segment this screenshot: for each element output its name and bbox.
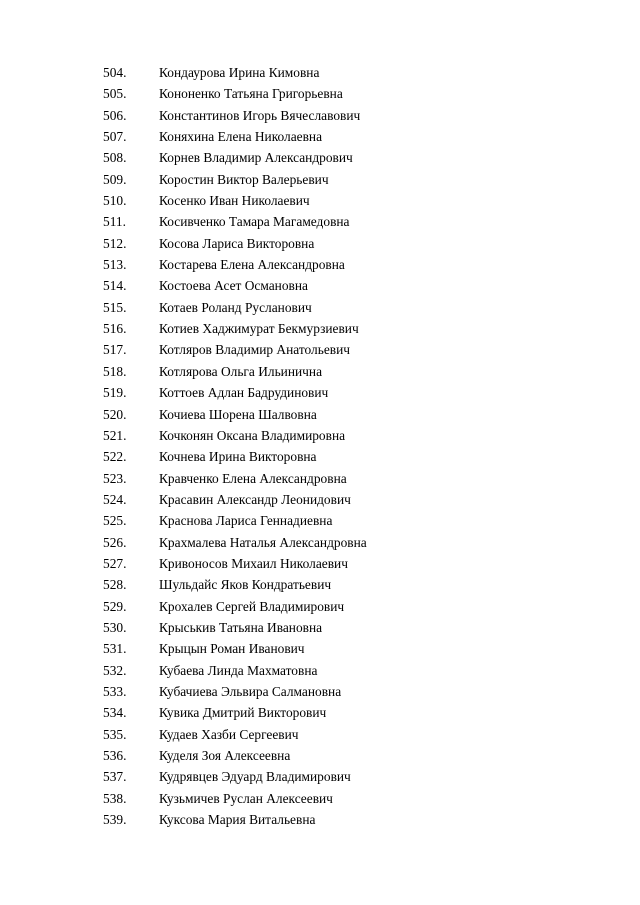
list-item bbox=[0, 318, 640, 339]
item-number: 516. bbox=[103, 321, 127, 337]
list-item bbox=[0, 126, 640, 147]
person-full-name: Костарева Елена Александровна bbox=[159, 257, 345, 273]
list-item bbox=[0, 169, 640, 190]
list-item bbox=[0, 339, 640, 360]
item-number: 521. bbox=[103, 427, 127, 443]
list-item bbox=[0, 275, 640, 296]
person-full-name: Косивченко Тамара Магамедовна bbox=[159, 214, 350, 230]
person-full-name: Котляров Владимир Анатольевич bbox=[159, 342, 351, 358]
list-item bbox=[0, 809, 640, 830]
item-number: 511. bbox=[103, 214, 126, 230]
person-full-name: Крохалев Сергей Владимирович bbox=[159, 598, 345, 614]
list-item bbox=[0, 147, 640, 168]
person-full-name: Косова Лариса Викторовна bbox=[159, 235, 315, 251]
item-number: 528. bbox=[103, 577, 127, 593]
item-number: 532. bbox=[103, 662, 127, 678]
item-number: 537. bbox=[103, 769, 127, 785]
item-number: 534. bbox=[103, 705, 127, 721]
person-full-name: Коняхина Елена Николаевна bbox=[159, 129, 323, 145]
list-item bbox=[0, 702, 640, 723]
person-full-name: Котлярова Ольга Ильинична bbox=[159, 363, 323, 379]
person-full-name: Котиев Хаджимурат Бекмурзиевич bbox=[159, 321, 359, 337]
list-item bbox=[0, 788, 640, 809]
list-item bbox=[0, 105, 640, 126]
item-number: 504. bbox=[103, 65, 127, 80]
item-number: 509. bbox=[103, 171, 127, 187]
numbered-name-list bbox=[0, 62, 640, 830]
list-item bbox=[0, 660, 640, 681]
person-full-name: Крахмалева Наталья Александровна bbox=[159, 534, 367, 550]
person-full-name: Корнев Владимир Александрович bbox=[159, 150, 353, 166]
list-item bbox=[0, 745, 640, 766]
person-full-name: Кочконян Оксана Владимировна bbox=[159, 427, 346, 443]
list-item bbox=[0, 553, 640, 574]
list-item bbox=[0, 468, 640, 489]
item-number: 529. bbox=[103, 598, 127, 614]
list-item bbox=[0, 297, 640, 318]
list-item bbox=[0, 361, 640, 382]
list-item bbox=[0, 404, 640, 425]
person-full-name: Кудрявцев Эдуард Владимирович bbox=[159, 769, 351, 785]
item-number: 506. bbox=[103, 107, 127, 123]
item-number: 539. bbox=[103, 812, 127, 828]
list-item bbox=[0, 574, 640, 595]
list-item bbox=[0, 190, 640, 211]
item-number: 515. bbox=[103, 299, 127, 315]
item-number: 524. bbox=[103, 491, 127, 507]
list-item bbox=[0, 532, 640, 553]
person-full-name: Костоева Асет Османовна bbox=[159, 278, 308, 294]
list-item bbox=[0, 382, 640, 403]
list-item bbox=[0, 446, 640, 467]
item-number: 518. bbox=[103, 363, 127, 379]
item-number: 507. bbox=[103, 129, 127, 145]
list-item bbox=[0, 254, 640, 275]
item-number: 513. bbox=[103, 257, 127, 273]
list-item bbox=[0, 83, 640, 104]
person-full-name: Коттоев Адлан Бадрудинович bbox=[159, 385, 329, 401]
item-number: 508. bbox=[103, 150, 127, 166]
person-full-name: Кузьмичев Руслан Алексеевич bbox=[159, 790, 333, 806]
item-number: 527. bbox=[103, 555, 127, 571]
item-number: 510. bbox=[103, 193, 127, 209]
list-item bbox=[0, 766, 640, 787]
person-full-name: Кондаурова Ирина Кимовна bbox=[159, 65, 320, 80]
item-number: 512. bbox=[103, 235, 127, 251]
item-number: 522. bbox=[103, 449, 127, 465]
person-full-name: Кудаев Хазби Сергеевич bbox=[159, 726, 299, 742]
person-full-name: Кононенко Татьяна Григорьевна bbox=[159, 86, 343, 102]
item-number: 535. bbox=[103, 726, 127, 742]
list-item bbox=[0, 510, 640, 531]
person-full-name: Крыськив Татьяна Ивановна bbox=[159, 619, 323, 635]
item-number: 517. bbox=[103, 342, 127, 358]
list-item bbox=[0, 233, 640, 254]
list-item bbox=[0, 681, 640, 702]
item-number: 531. bbox=[103, 641, 127, 657]
list-item bbox=[0, 62, 640, 83]
item-number: 533. bbox=[103, 683, 127, 699]
item-number: 514. bbox=[103, 278, 127, 294]
item-number: 520. bbox=[103, 406, 127, 422]
item-number: 536. bbox=[103, 748, 127, 763]
list-item bbox=[0, 425, 640, 446]
item-number: 505. bbox=[103, 86, 127, 102]
person-full-name: Красавин Александр Леонидович bbox=[159, 491, 351, 507]
item-number: 538. bbox=[103, 790, 127, 806]
person-full-name: Косенко Иван Николаевич bbox=[159, 193, 310, 209]
person-full-name: Краснова Лариса Геннадиевна bbox=[159, 513, 333, 529]
person-full-name: Крыцын Роман Иванович bbox=[159, 641, 305, 657]
person-full-name: Куксова Мария Витальевна bbox=[159, 812, 316, 828]
person-full-name: Константинов Игорь Вячеславович bbox=[159, 107, 361, 123]
list-item bbox=[0, 638, 640, 659]
person-full-name: Котаев Роланд Русланович bbox=[159, 299, 312, 315]
item-number: 530. bbox=[103, 619, 127, 635]
person-full-name: Кубачиева Эльвира Салмановна bbox=[159, 683, 342, 699]
item-number: 519. bbox=[103, 385, 127, 401]
person-full-name: Коростин Виктор Валерьевич bbox=[159, 171, 329, 187]
item-number: 525. bbox=[103, 513, 127, 529]
list-item bbox=[0, 596, 640, 617]
person-full-name: Кувика Дмитрий Викторович bbox=[159, 705, 327, 721]
person-full-name: Кочиева Шорена Шалвовна bbox=[159, 406, 317, 422]
person-full-name: Кривоносов Михаил Николаевич bbox=[159, 555, 348, 571]
item-number: 526. bbox=[103, 534, 127, 550]
person-full-name: Кочнева Ирина Викторовна bbox=[159, 449, 317, 465]
person-full-name: Шульдайс Яков Кондратьевич bbox=[159, 577, 332, 593]
list-item bbox=[0, 617, 640, 638]
person-full-name: Куделя Зоя Алексеевна bbox=[159, 748, 291, 763]
person-full-name: Кравченко Елена Александровна bbox=[159, 470, 347, 486]
list-item bbox=[0, 489, 640, 510]
person-full-name: Кубаева Линда Махматовна bbox=[159, 662, 318, 678]
list-item bbox=[0, 211, 640, 232]
item-number: 523. bbox=[103, 470, 127, 486]
list-item bbox=[0, 724, 640, 745]
